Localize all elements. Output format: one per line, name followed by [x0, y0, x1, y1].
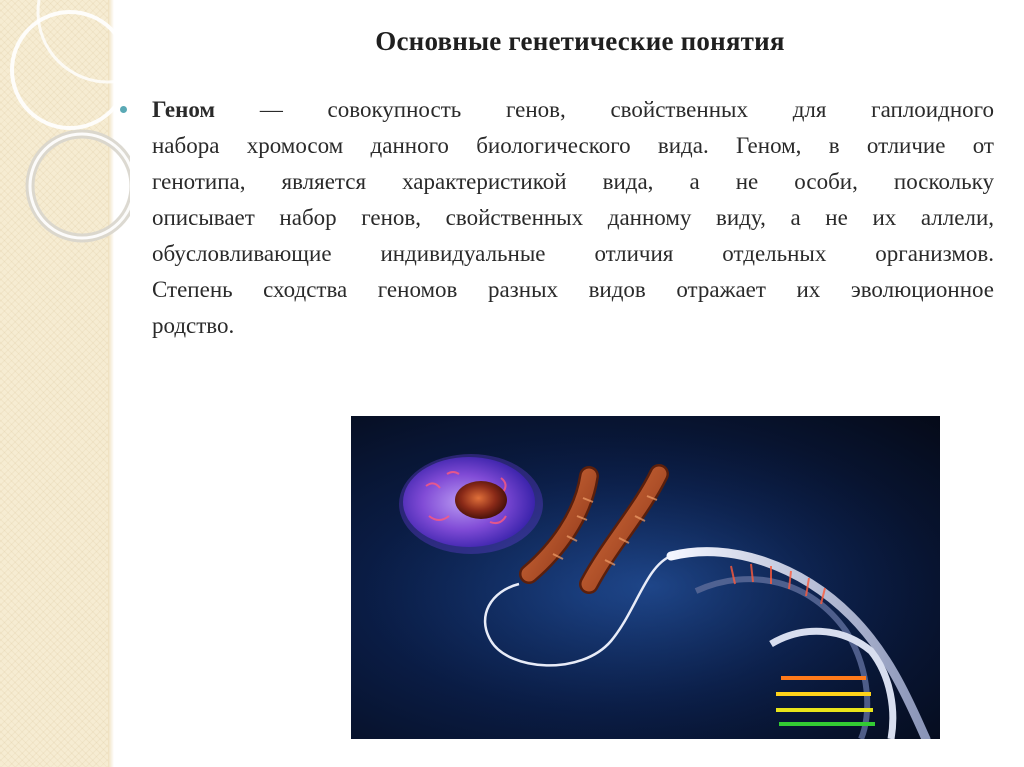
definition-line-1: [152, 92, 994, 128]
slide-title: Основные генетические понятия: [375, 26, 785, 56]
definition-line-7: родство.: [152, 313, 235, 338]
term-genome: Геном: [152, 97, 216, 122]
bullet-dot-icon: [120, 106, 127, 113]
definition-line-2: набора хромосом данного биологического вида. Геном, в отличие от: [152, 133, 994, 158]
definition-line-1-text: — совокупность генов, свойственных для гаплоидного: [215, 97, 994, 122]
genetics-illustration: [351, 416, 940, 739]
definition-paragraph: [152, 92, 994, 344]
definition-line-4: описывает набор генов, свойственных данному виду, а не их аллели,: [152, 205, 994, 230]
decorative-rings-icon: [0, 0, 130, 330]
cell-icon: [399, 454, 543, 554]
definition-line-3: генотипа, является характеристикой вида, а не особи, поскольку: [152, 169, 994, 194]
definition-line-5: обусловливающие индивидуальные отличия отдельных организмов.: [152, 241, 994, 266]
definition-line-6: Степень сходства геномов разных видов отражает их эволюционное: [152, 277, 994, 302]
